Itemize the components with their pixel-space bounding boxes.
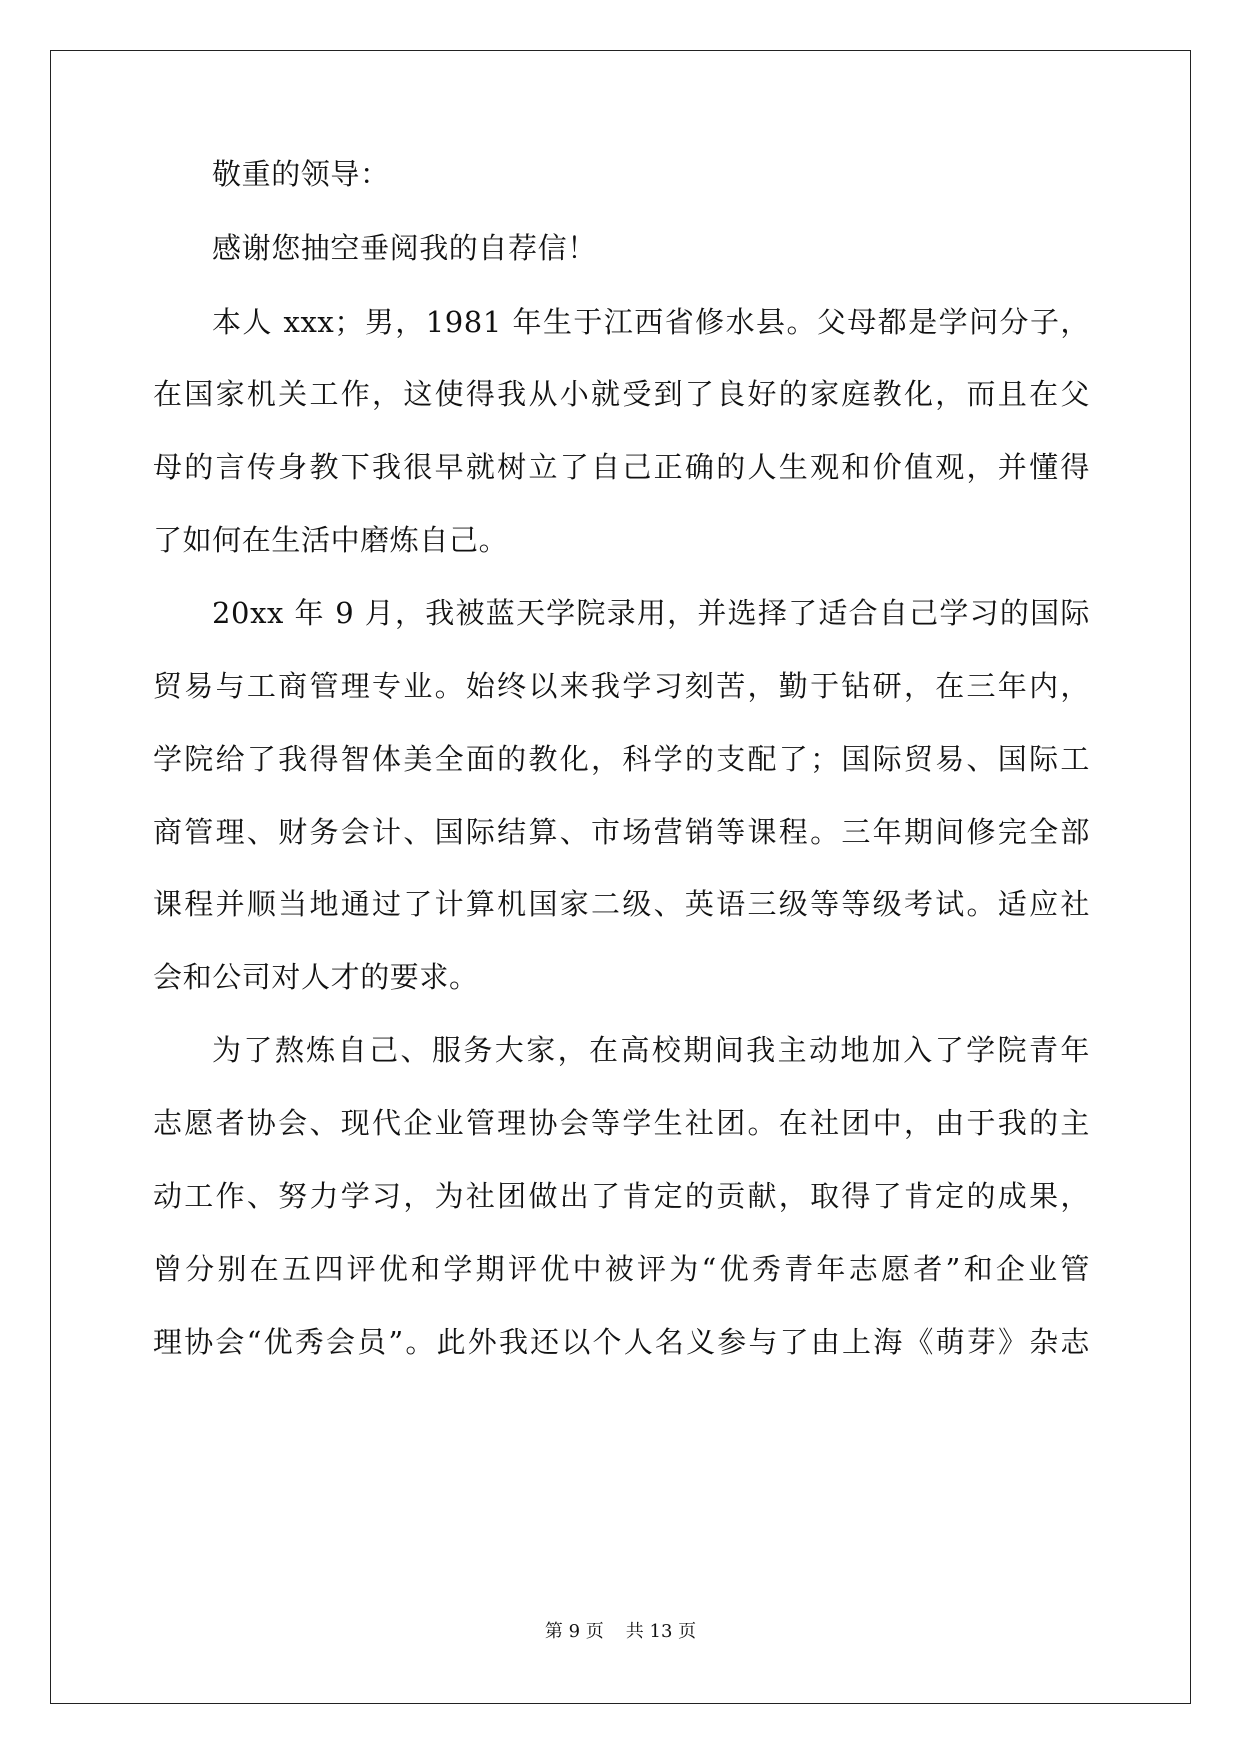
text-line: 20xx 年 9 月，我被蓝天学院录用，并选择了适合自己学习的国际 [212,596,1090,630]
page-footer [0,1620,1241,1644]
text-line: 本人 xxx；男，1981 年生于江西省修水县。父母都是学问分子， [212,305,1090,339]
page-number: 第 9 页 [544,1621,604,1642]
text-line: 在国家机关工作，这使得我从小就受到了良好的家庭教化，而且在父 [153,377,1090,411]
page-border [50,50,1191,1704]
text-line: 课程并顺当地通过了计算机国家二级、英语三级等等级考试。适应社 [153,887,1090,921]
text-line: 为了熬炼自己、服务大家，在高校期间我主动地加入了学院青年 [212,1033,1090,1067]
text-line: 母的言传身教下我很早就树立了自己正确的人生观和价值观，并懂得 [153,450,1090,484]
text-line: 动工作、努力学习，为社团做出了肯定的贡献，取得了肯定的成果， [153,1179,1090,1213]
text-line: 曾分别在五四评优和学期评优中被评为“优秀青年志愿者”和企业管 [153,1252,1090,1286]
text-line: 会和公司对人才的要求。 [153,960,479,994]
text-line: 商管理、财务会计、国际结算、市场营销等课程。三年期间修完全部 [153,815,1090,849]
text-line: 学院给了我得智体美全面的教化，科学的支配了；国际贸易、国际工 [153,742,1090,776]
text-line: 贸易与工商管理专业。始终以来我学习刻苦，勤于钻研，在三年内， [153,669,1090,703]
text-line: 了如何在生活中磨炼自己。 [153,523,509,557]
text-line: 志愿者协会、现代企业管理协会等学生社团。在社团中，由于我的主 [153,1106,1090,1140]
page-total: 共 13 页 [625,1621,697,1642]
text-line: 理协会“优秀会员”。此外我还以个人名义参与了由上海《萌芽》杂志 [153,1325,1090,1359]
thanks-line: 感谢您抽空垂阅我的自荐信！ [212,231,597,265]
salutation-line: 敬重的领导： [212,157,390,191]
